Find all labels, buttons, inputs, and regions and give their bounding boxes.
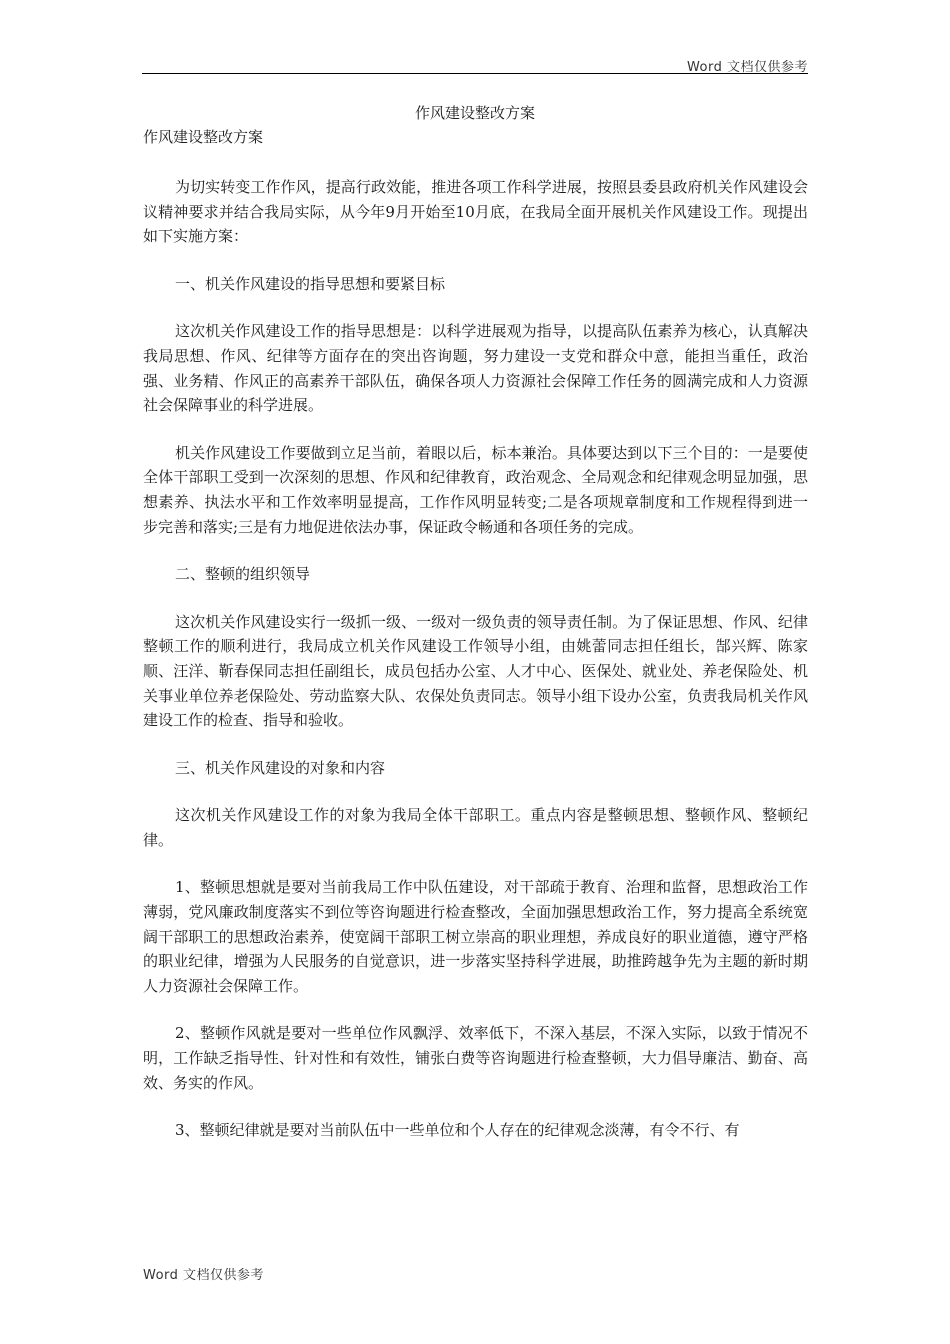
document-body	[143, 125, 808, 1143]
section-heading-3: 三、机关作风建设的对象和内容	[175, 758, 386, 777]
footer-label: Word 文档仅供参考	[143, 1268, 265, 1283]
paragraph-item-3: 3、整顿纪律就是要对当前队伍中一些单位和个人存在的纪律观念淡薄，有令不行、有	[175, 1121, 740, 1140]
paragraph-item-1: 1、整顿思想就是要对当前我局工作中队伍建设，对干部疏于教育、治理和监督，思想政治工作薄弱，党风廉政制度落实不到位等咨询题进行检查整改，全面加强思想政治工作，努力提高全系统宽阔干部职工的思想政治素养，使宽阔干部职工树立崇高的职业理想，养成良好的职业道德，遵守严格的职业纪律，增强为人民服务的自觉意识，进一步落实坚持科学进展，助推跨越争先为主题的新时期人力资源社会保障工作。	[143, 878, 808, 995]
document-subtitle: 作风建设整改方案	[143, 128, 264, 146]
section-heading-2: 二、整顿的组织领导	[175, 565, 311, 584]
header-label: Word 文档仅供参考	[686, 60, 808, 75]
paragraph-item-2: 2、整顿作风就是要对一些单位作风飘浮、效率低下，不深入基层，不深入实际，以致于情况不明，工作缺乏指导性、针对性和有效性，铺张白费等咨询题进行检查整顿，大力倡导廉洁、勤奋、高效、务实的作风。	[143, 1024, 808, 1092]
paragraph-goals: 机关作风建设工作要做到立足当前，着眼以后，标本兼治。具体要达到以下三个目的：一是要使全体干部职工受到一次深刻的思想、作风和纪律教育，政治观念、全局观念和纪律观念明显加强，思想素养、执法水平和工作效率明显提高，工作作风明显转变;二是各项规章制度和工作规程得到进一步完善和落实;三是有力地促进依法办事，保证政令畅通和各项任务的完成。	[143, 443, 808, 536]
paragraph-guiding-thought: 这次机关作风建设工作的指导思想是：以科学进展观为指导，以提高队伍素养为核心，认真解决我局思想、作风、纪律等方面存在的突出咨询题，努力建设一支党和群众中意，能担当重任，政治强、业务精、作风正的高素养干部队伍，确保各项人力资源社会保障工作任务的圆满完成和人力资源社会保障事业的科学进展。	[143, 322, 808, 415]
header-divider	[142, 73, 808, 74]
document-title: 作风建设整改方案	[414, 104, 535, 122]
paragraph-intro: 为切实转变工作作风，提高行政效能，推进各项工作科学进展，按照县委县政府机关作风建设会议精神要求并结合我局实际，从今年9月开始至10月底，在我局全面开展机关作风建设工作。现提出如下实施方案：	[143, 178, 808, 246]
paragraph-leadership: 这次机关作风建设实行一级抓一级、一级对一级负责的领导责任制。为了保证思想、作风、纪律整顿工作的顺利进行，我局成立机关作风建设工作领导小组，由姚蕾同志担任组长，郜兴辉、陈家顺、汪洋、靳春保同志担任副组长，成员包括办公室、人才中心、医保处、就业处、养老保险处、机关事业单位养老保险处、劳动监察大队、农保处负责同志。领导小组下设办公室，负责我局机关作风建设工作的检查、指导和验收。	[143, 612, 808, 730]
paragraph-targets: 这次机关作风建设工作的对象为我局全体干部职工。重点内容是整顿思想、整顿作风、整顿纪律。	[143, 806, 808, 849]
section-heading-1: 一、机关作风建设的指导思想和要紧目标	[175, 274, 446, 293]
